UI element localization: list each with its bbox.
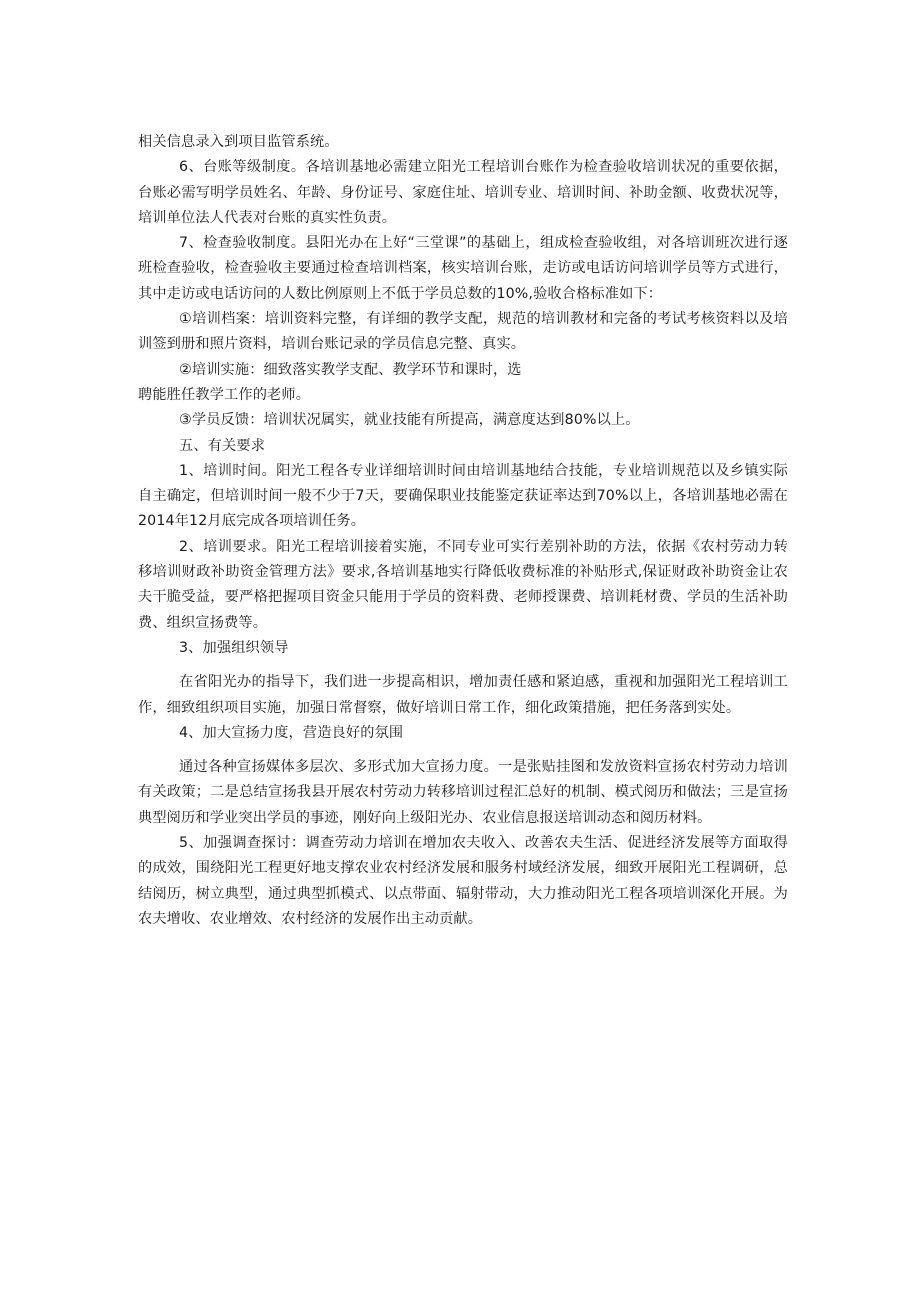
paragraph-ledger-system: 6、台账等级制度。各培训基地必需建立阳光工程培训台账作为检查验收培训状况的重要依据，台账必需写明学员姓名、年龄、身份证号、家庭住址、培训专业、培训时间、补助金额、收费状况等，培训单位法人代表对台账的真实性负责。: [138, 159, 788, 226]
paragraph-publicity: 通过各种宣扬媒体多层次、多形式加大宣扬力度。一是张贴挂图和发放资料宣扬农村劳动力培训有关政策；二是总结宣扬我县开展农村劳动力转移培训过程汇总好的机制、模式阅历和做法；三是宣扬典型阅历和学业突出学员的事迹，刚好向上级阳光办、农业信息报送培训动态和阅历材料。: [138, 759, 788, 826]
paragraph-continuation: 相关信息录入到项目监管系统。: [138, 134, 339, 150]
document-body: [138, 130, 788, 932]
paragraph-student-feedback: ③学员反馈：培训状况属实，就业技能有所提高，满意度达到80%以上。: [179, 412, 640, 429]
paragraph-teacher-hiring: 聘能胜任教学工作的老师。: [138, 386, 311, 403]
paragraph-inspection-system: 7、检查验收制度。县阳光办在上好“三堂课”的基础上，组成检查验收组，对各培训班次进行逐班检查验收，检查验收主要通过检查培训档案，核实培训台账，走访或电话访问培训学员等方式进行，其中走访或电话访问的人数比例原则上不低于学员总数的10%,验收合格标准如下：: [138, 235, 788, 302]
paragraph-organization-leadership: 在省阳光办的指导下，我们进一步提高相识，增加责任感和紧迫感，重视和加强阳光工程培训工作，细致组织项目实施，加强日常督察，做好培训日常工作，细化政策措施，把任务落到实处。: [138, 674, 788, 716]
heading-publicity: 4、加大宣扬力度，营造良好的氛围: [179, 724, 404, 741]
paragraph-training-time: 1、培训时间。阳光工程各专业详细培训时间由培训基地结合技能，专业培训规范以及乡镇实际自主确定，但培训时间一般不少于7天，要确保职业技能鉴定获证率达到70%以上，各培训基地必需在2014年12月底完成各项培训任务。: [138, 462, 788, 530]
paragraph-research: 5、加强调查探讨：调查劳动力培训在增加农夫收入、改善农夫生活、促进经济发展等方面取得的成效，围绕阳光工程更好地支撑农业农村经济发展和服务村域经济发展，细致开展阳光工程调研，总结阅历，树立典型，通过典型抓模式、以点带面、辐射带动，大力推动阳光工程各项培训深化开展。为农夫增收、农业增效、农村经济的发展作出主动贡献。: [138, 835, 788, 927]
paragraph-training-implementation: ②培训实施：细致落实教学支配、教学环节和课时，选: [179, 361, 522, 378]
paragraph-training-records: ①培训档案：培训资料完整，有详细的教学支配，规范的培训教材和完备的考试考核资料以及培训签到册和照片资料，培训台账记录的学员信息完整、真实。: [138, 311, 788, 353]
heading-organization-leadership: 3、加强组织领导: [179, 639, 289, 656]
paragraph-training-requirements: 2、培训要求。阳光工程培训接着实施，不同专业可实行差别补助的方法，依据《农村劳动力转移培训财政补助资金管理方法》要求,各培训基地实行降低收费标准的补贴形式,保证财政补助资金让农夫干脆受益，要严格把握项目资金只能用于学员的资料费、老师授课费、培训耗材费、学员的生活补助费、组织宣扬费等。: [138, 538, 788, 631]
section-heading-requirements: 五、有关要求: [179, 437, 266, 454]
